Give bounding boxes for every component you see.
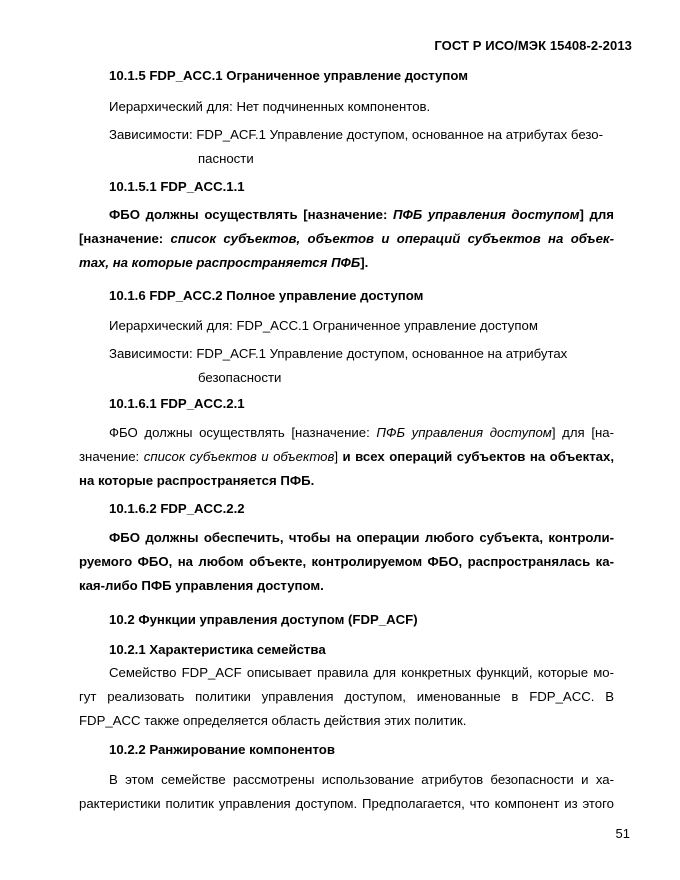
section-heading-10-1-5: 10.1.5 FDP_ACC.1 Ограниченное управление доступом (109, 68, 468, 83)
page-number: 51 (615, 826, 630, 841)
hierarchical-text: Иерархический для: Нет подчиненных компонентов. (109, 99, 431, 114)
dependencies-text: Зависимости: FDP_ACF.1 Управление доступом, основанное на атрибутах (109, 346, 568, 361)
paragraph-line: Семейство FDP_ACF описывает правила для конкретных функций, которые мо- (109, 665, 614, 680)
section-heading-10-2-1: 10.2.1 Характеристика семейства (109, 642, 326, 657)
requirement-line: ФБО должны осуществлять [назначение: ПФБ управления доступом] для [на- (109, 425, 615, 440)
dependencies-text: Зависимости: FDP_ACF.1 Управление доступом, основанное на атрибутах безо- (109, 127, 604, 142)
section-heading-10-2: 10.2 Функции управления доступом (FDP_ACF) (109, 612, 418, 627)
requirement-line: руемого ФБО, на любом объекте, контролируемом ФБО, распространялась ка- (79, 554, 614, 569)
requirement-line: [назначение: список субъектов, объектов и операций субъектов на объек- (79, 231, 614, 246)
requirement-line: ФБО должны обеспечить, чтобы на операции любого субъекта, контроли- (109, 530, 614, 545)
dependencies-text-cont: пасности (198, 151, 254, 166)
section-heading-10-1-5-1: 10.1.5.1 FDP_ACC.1.1 (109, 179, 245, 194)
requirement-line: на которые распространяется ПФБ. (79, 473, 315, 488)
paragraph-line: гут реализовать политики управления доступом, именованные в FDP_ACC. В (79, 689, 614, 704)
standard-header: ГОСТ Р ИСО/МЭК 15408-2-2013 (434, 38, 632, 53)
hierarchical-text: Иерархический для: FDP_ACC.1 Ограниченное управление доступом (109, 318, 538, 333)
paragraph-line: FDP_ACC также определяется область действия этих политик. (79, 713, 467, 728)
requirement-line: тах, на которые распространяется ПФБ]. (79, 255, 369, 270)
section-heading-10-2-2: 10.2.2 Ранжирование компонентов (109, 742, 335, 757)
requirement-line: кая-либо ПФБ управления доступом. (79, 578, 324, 593)
requirement-line: ФБО должны осуществлять [назначение: ПФБ управления доступом] для (109, 207, 615, 222)
section-heading-10-1-6-2: 10.1.6.2 FDP_ACC.2.2 (109, 501, 245, 516)
section-heading-10-1-6: 10.1.6 FDP_ACC.2 Полное управление доступом (109, 288, 424, 303)
requirement-line: значение: список субъектов и объектов] и всех операций субъектов на объектах, (79, 449, 615, 464)
paragraph-line: В этом семействе рассмотрены использование атрибутов безопасности и ха- (109, 772, 614, 787)
paragraph-line: рактеристики политик управления доступом. Предполагается, что компонент из этого (79, 796, 614, 811)
section-heading-10-1-6-1: 10.1.6.1 FDP_ACC.2.1 (109, 396, 245, 411)
dependencies-text-cont: безопасности (198, 370, 282, 385)
